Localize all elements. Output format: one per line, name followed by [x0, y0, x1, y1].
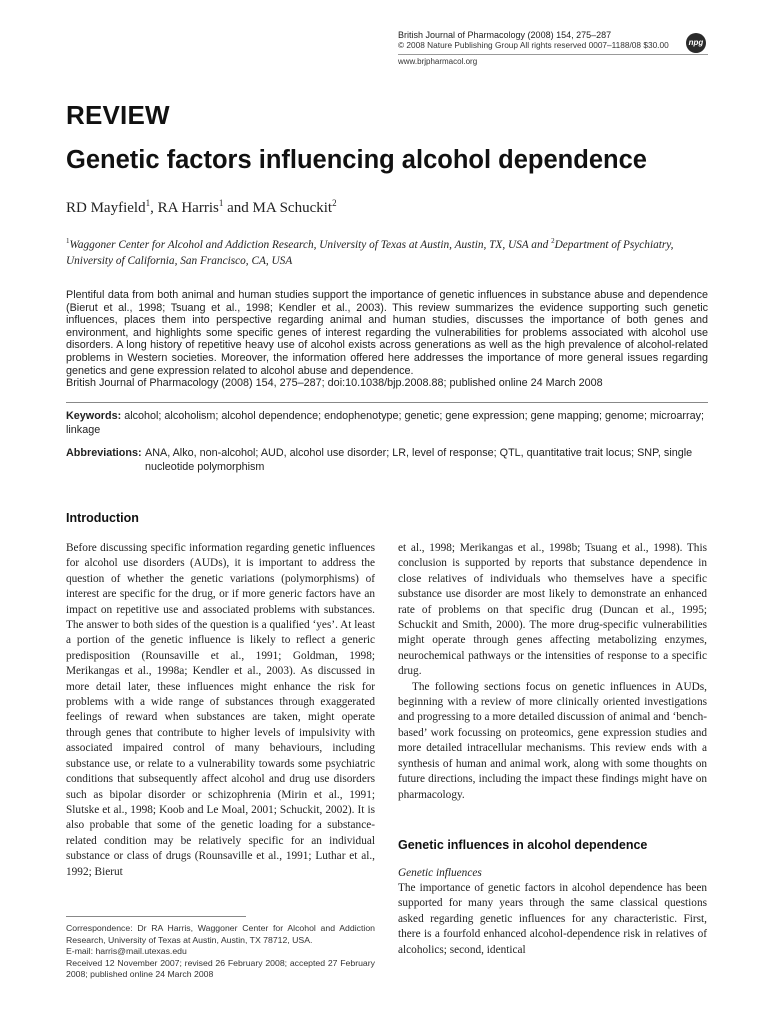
journal-meta [398, 30, 698, 51]
correspondence-note: Correspondence: Dr RA Harris, Waggoner Center for Alcohol and Addiction Research, University of Texas at Austin, Austin, TX 78712, USA. [66, 923, 375, 945]
footnote [66, 923, 375, 981]
correspondence-email[interactable]: E-mail: harris@mail.utexas.edu [66, 946, 187, 957]
keywords-block [66, 409, 708, 437]
abstract-divider [66, 402, 708, 403]
author-affiliation-mark: 2 [332, 198, 337, 208]
journal-url[interactable]: www.brjpharmacol.org [398, 57, 478, 66]
author-separator: , [150, 200, 158, 216]
keywords-label: Keywords: [66, 410, 122, 422]
body-column-right [398, 541, 707, 803]
journal-citation-line: British Journal of Pharmacology (2008) 154, 275–287 [398, 30, 612, 40]
abstract [66, 289, 708, 390]
abstract-text: Plentiful data from both animal and human studies support the importance of genetic influences in substance abuse and dependence (Bierut et al., 1998; Tsuang et al., 1998; Kendler et al., 2003). This review summarizes the evidence supporting such genetic influences, places them into perspective regarding animal and human studies, discusses the importance of both genes and environment, and highlights some specific genes of interest regarding the vulnerabilities for problems associated with alcohol use disorders. A long history of repetitive heavy use of alcohol exists across generations as well as the high prevalence of alcohol-related problems in Western societies. Moreover, the information offered here addresses the importance of more general issues regarding genetics and gene expression related to alcohol abuse and dependence. [66, 289, 708, 377]
body-column-right-lower [398, 881, 707, 958]
body-paragraph: Before discussing specific information regarding genetic influences for alcohol use disorders (AUDs), it is important to address the question of whether the genetic variations (polymorphisms) of interest are specific for the drug, or if more generic factors have an impact on repetitive use and associated problems with substances. The answer to both sides of the question is a qualified ‘yes’. At least a portion of the genetic influence is likely to reflect a generic predisposition (Rounsaville et al., 1991; Goldman, 1998; Merikangas et al., 1998a; Kendler et al., 2003). As discussed in more detail later, these influences might enhance the risk for problems with a wide range of substances through exaggerated feelings of reward when substances are taken, might operate through genes that contribute to higher levels of impulsivity with associated impaired control of many behaviours, including substance use, or relate to a vulnerability towards some psychiatric conditions that subsequently affect alcohol and drug use disorders such as bipolar disorder or schizophrenia (Mirin et al., 1991; Slutske et al., 1998; Koob and Le Moal, 2001; Schuckit, 2002). It is also probable that some of the genetic loading for a substance-related condition may be relatively specific for an individual substance or class of drugs (Rounsaville et al., 1991; Luthar et al., 1992; Bierut [66, 542, 375, 878]
section-heading-genetic-influences: Genetic influences in alcohol dependence [398, 838, 648, 852]
header-divider [398, 54, 708, 55]
subsection-heading: Genetic influences [398, 867, 482, 879]
abbreviations-block [66, 446, 708, 474]
author-affiliation-mark: 1 [145, 198, 151, 208]
abbreviations-label: Abbreviations: [66, 447, 142, 459]
footnote-divider [66, 916, 246, 917]
affiliation-text: Waggoner Center for Alcohol and Addiction Research, University of Texas at Austin, Austin, TX, USA and [69, 238, 552, 251]
body-paragraph: The following sections focus on genetic influences in AUDs, beginning with a review of more clinically oriented investigations and progressing to a more detailed discussion of animal and ‘bench-based’ work focussing on proteomics, gene expression studies and more detailed intracellular mechanisms. This review ends with a synthesis of human and animal work, along with some thoughts on future directions, including the impact these findings might have on pharmacology. [398, 680, 707, 801]
affiliation-mark: 2 [551, 237, 555, 245]
affiliations [66, 233, 708, 269]
article-title: Genetic factors influencing alcohol dependence [66, 146, 647, 174]
author-affiliation-mark: 1 [218, 198, 224, 208]
abbreviations-text: ANA, Alko, non-alcohol; AUD, alcohol use disorder; LR, level of response; QTL, quantitative trait locus; SNP, single nucleotide polymorphism [145, 447, 693, 473]
section-heading-introduction: Introduction [66, 511, 139, 525]
author-separator: and [223, 200, 253, 216]
keywords-text: alcohol; alcoholism; alcohol dependence; endophenotype; genetic; gene expression; gene mapping; genome; microarray; linkage [66, 410, 705, 436]
author-list [66, 198, 337, 217]
affiliation-mark: 1 [66, 237, 70, 245]
citation-line: British Journal of Pharmacology (2008) 154, 275–287; doi:10.1038/bjp.2008.88; published online 24 March 2008 [66, 377, 603, 390]
author-name: MA Schuckit [252, 200, 333, 216]
body-column-left [66, 541, 375, 880]
npg-logo: npg [686, 33, 706, 53]
affiliation-text: Department of Psychiatry, University of California, San Francisco, CA, USA [66, 238, 674, 267]
article-type: REVIEW [66, 100, 170, 130]
body-paragraph: The importance of genetic factors in alcohol dependence has been supported for many years through the same classical questions asked regarding genetic influences for any characteristic. First, there is a fourfold enhanced alcohol-dependence risk in relatives of alcoholics; second, identical [398, 882, 707, 956]
body-paragraph: et al., 1998; Merikangas et al., 1998b; Tsuang et al., 1998). This conclusion is supported by reports that substance dependence in close relatives of individuals who themselves have a specific substance use disorder are most likely to demonstrate an enhanced rate of problems on that specific drug (Duncan et al., 1995; Schuckit and Smith, 2000). The more drug-specific vulnerabilities might operate through genes affecting metabolizing enzymes, neurochemical pathways or the intensities of response to a specific drug. [398, 542, 707, 678]
author-name: RA Harris [157, 200, 219, 216]
article-dates: Received 12 November 2007; revised 26 February 2008; accepted 27 February 2008; published online 24 March 2008 [66, 957, 375, 980]
copyright-line: © 2008 Nature Publishing Group All rights reserved 0007–1188/08 $30.00 [398, 40, 669, 51]
author-name: RD Mayfield [66, 200, 146, 216]
